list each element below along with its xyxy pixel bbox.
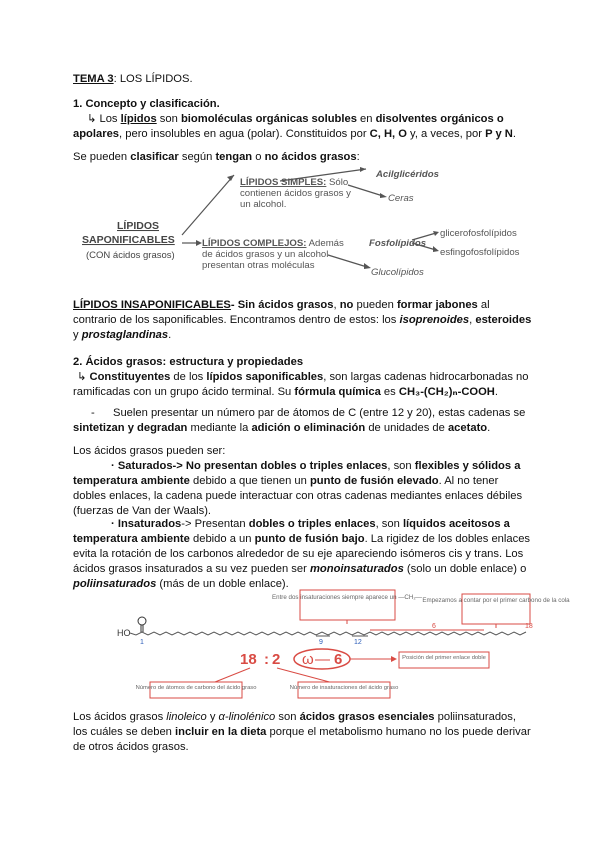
ceras-label: Ceras — [388, 193, 414, 204]
svg-text:Entre dos insaturaciones siemp — [272, 594, 423, 601]
svg-text:—: — — [315, 651, 330, 668]
arrow-to-ceras — [348, 185, 383, 196]
carbon-12: 12 — [354, 639, 362, 646]
box-insaturaciones-text: Número de insaturaciones del ácido graso — [289, 685, 399, 691]
complex-title: LÍPIDOS COMPLEJOS: — [202, 238, 307, 249]
glicero-label: glicerofosfolípidos — [440, 228, 517, 239]
fatty-acid-figure — [112, 588, 570, 700]
section1-paragraph: ↳ Los lípidos son biomoléculas orgánicas solubles en disolventes orgánicos o apolares, pero insolubles en agua (polar). Constituidos por C, H, O y, a veces, por P y N. — [73, 113, 516, 140]
section1-heading: 1. Concepto y clasificación. — [73, 98, 220, 110]
complex-line2: de ácidos grasos y un alcohol — [202, 249, 329, 260]
simple-line3: un alcohol. — [240, 199, 287, 210]
box-position-text: Posición del primer enlace doble — [402, 655, 486, 661]
root-sub: (CON ácidos grasos) — [86, 250, 175, 261]
insaponificables-paragraph: LÍPIDOS INSAPONIFICABLES- Sin ácidos grasos, no pueden formar jabones al contrario de los saponificables. Encontramos dentro de estos: los isoprenoides, esteroides y prostaglandinas. — [73, 299, 532, 341]
carbon-18: 18 — [525, 623, 533, 630]
page-title — [73, 72, 533, 87]
closing-paragraph: Los ácidos grasos linoleico y α-linolénico son ácidos grasos esenciales poliinsaturados, los cuáles se deben incluir en la dieta porque el metabolismo humano no los puede derivar de otros ácidos grasos. — [73, 711, 531, 753]
arrow-icon: ↳ — [77, 371, 87, 383]
box-top-mid-text: Entre dos insaturaciones siempre aparece un —CH₂— — [272, 594, 422, 601]
box-carbons-text: Número de átomos de carbono del ácido graso — [135, 685, 257, 691]
gluco-label: Glucolípidos — [371, 267, 424, 278]
svg-text:Empezamos a contar por el prim — [422, 597, 570, 604]
title-text: : LOS LÍPIDOS. — [113, 73, 193, 85]
root-line2: SAPONIFICABLES — [82, 234, 175, 246]
saturados-paragraph: · Saturados-> No presentan dobles o triples enlaces, son flexibles y sólidos a temperatura ambiente debido a que tienen un punto de fusión elevado. Al no tener dobles enlaces, la cadena puede interactuar con otras cadenas mediantes enlaces débiles (fuerzas de Van der Waals). — [73, 460, 523, 517]
svg-text:LÍPIDOS COMPLEJOS: Además: LÍPIDOS COMPLEJOS: Además — [202, 238, 344, 249]
fosfo-label: Fosfolípidos — [369, 238, 427, 249]
box-top-right-text: Empezamos a contar por el primer carbono de la cola — [422, 597, 570, 604]
classification-diagram — [70, 163, 540, 283]
carbon-6: 6 — [432, 623, 436, 630]
bullet-dash: - — [91, 407, 95, 419]
section2-heading: 2. Ácidos grasos: estructura y propiedades — [73, 356, 304, 368]
ho-label: HO — [117, 628, 131, 638]
formula-6: 6 — [334, 651, 343, 668]
formula-omega: ω — [302, 651, 314, 668]
formula-2: 2 — [272, 651, 281, 668]
classification-intro: Se pueden clasificar según tengan o no ácidos grasos: — [73, 151, 360, 163]
arrow-to-simple — [182, 175, 234, 235]
complex-line3: presentan otras moléculas — [202, 260, 315, 271]
arrow-to-gluco — [328, 255, 367, 267]
types-intro: Los ácidos grasos pueden ser: — [73, 445, 226, 457]
root-line1: LÍPIDOS — [117, 220, 160, 232]
arrow-icon: ↳ — [87, 113, 97, 125]
esfingo-label: esfingofosfolípidos — [440, 247, 520, 258]
svg-text::: : — [264, 651, 269, 668]
svg-text:LÍPIDOS SIMPLES: Sólo: LÍPIDOS SIMPLES: Sólo — [240, 177, 349, 188]
insaturados-paragraph: · Insaturados-> Presentan dobles o triples enlaces, son líquidos aceitosos a temperatura ambiente debido a un punto de fusión bajo. La rigidez de los dobles enlaces evita la rotación de los carbonos alrededor de su eje apareciendo isómeros cis y trans. Los ácidos grasos insaturados a su vez pueden ser monoinsaturados (solo un doble enlace) o poliinsaturados (más de un doble enlace). — [73, 518, 531, 590]
formula-18: 18 — [240, 651, 257, 668]
carbonyl-oxygen — [138, 617, 146, 625]
carbon-chain — [130, 632, 526, 635]
section2-dash-paragraph: Suelen presentar un número par de átomos de C (entre 12 y 20), estas cadenas se sintetizan y degradan mediante la adición o eliminación de unidades de acetato. — [73, 407, 526, 434]
simple-title: LÍPIDOS SIMPLES: — [240, 177, 327, 188]
title-label: TEMA 3 — [73, 73, 114, 85]
simple-line2: contienen ácidos grasos y — [240, 188, 351, 199]
carbon-9: 9 — [319, 639, 323, 646]
acil-label: Acilglicéridos — [376, 169, 439, 180]
section2-paragraph: ↳ Constituyentes de los lípidos saponificables, son largas cadenas hidrocarbonadas no ramificadas con un grupo ácido terminal. Su fórmula química es CH₃-(CH₂)ₙ-COOH. — [73, 371, 529, 398]
carbon-1: 1 — [140, 639, 144, 646]
